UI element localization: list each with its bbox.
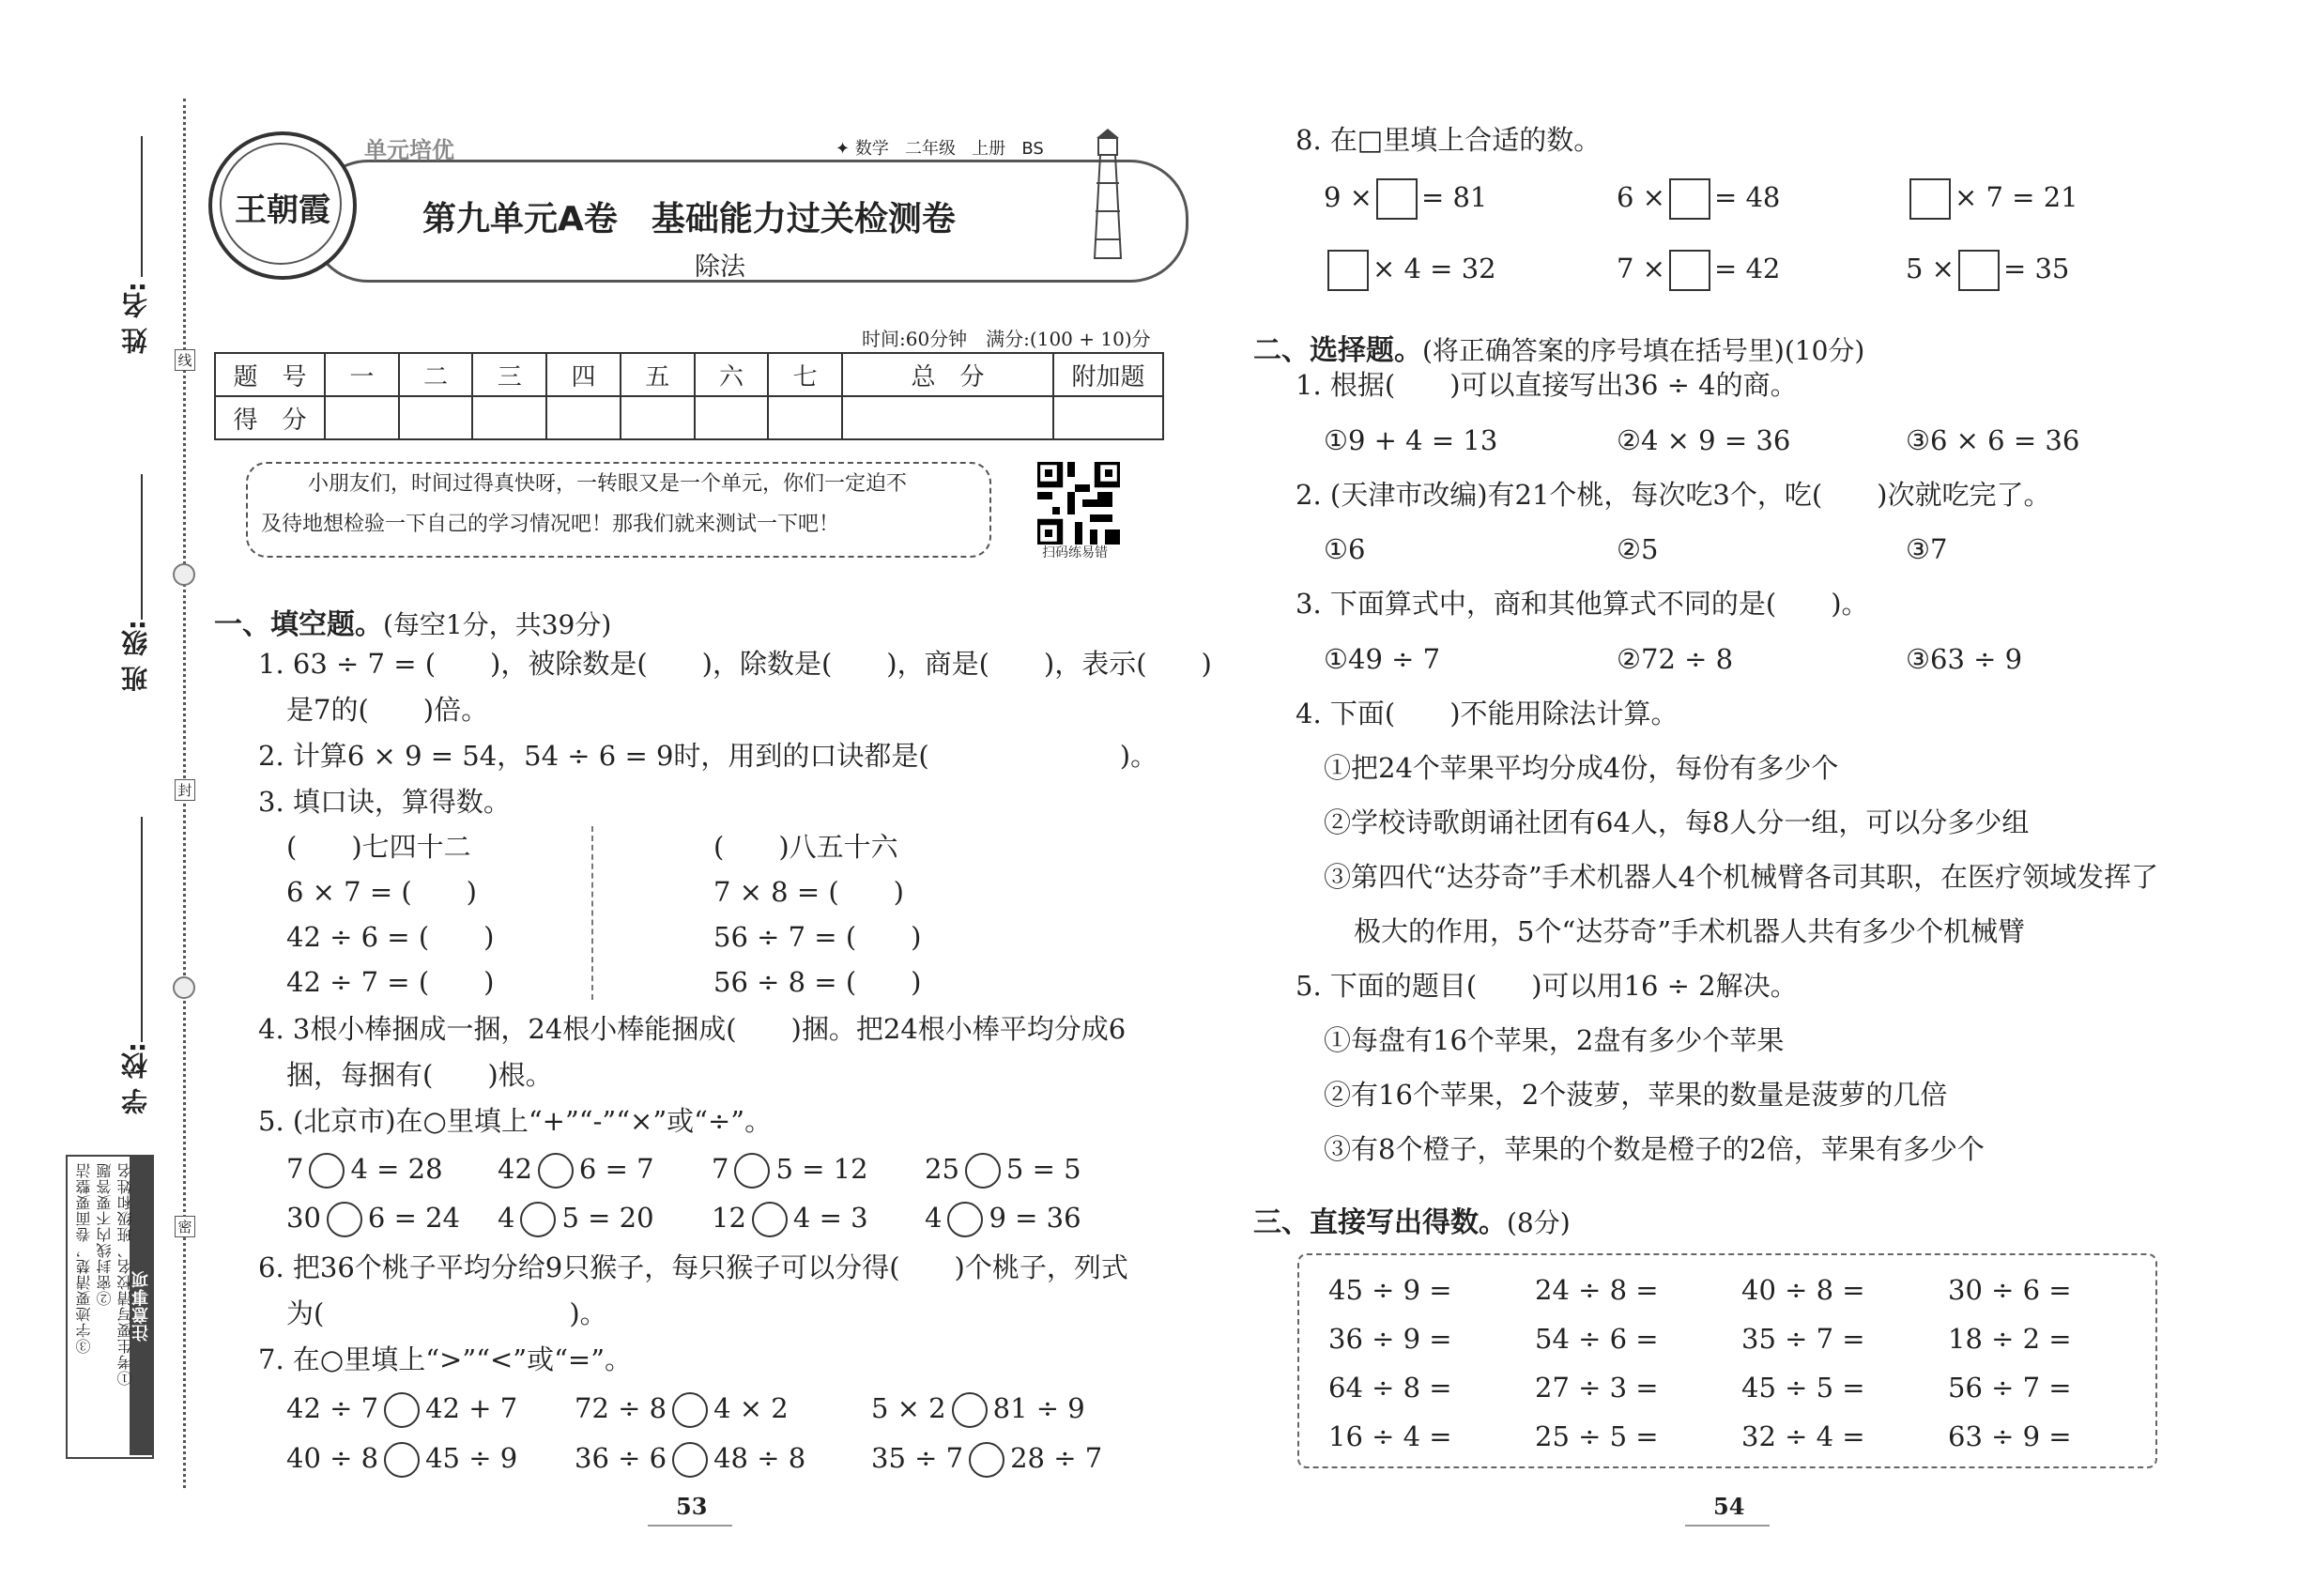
part1-heading: [214, 601, 611, 642]
meta-edition: BS: [1021, 139, 1044, 159]
q3-right-item[interactable]: 56 ÷ 8 = ( ): [713, 966, 922, 998]
score-cell: 得 分: [215, 396, 325, 439]
operator-circle[interactable]: [752, 1202, 788, 1237]
exam-title: 第九单元A卷 基础能力过关检测卷: [422, 200, 956, 238]
answer-box[interactable]: [1669, 250, 1710, 291]
q3-left-item[interactable]: 42 ÷ 7 = ( ): [286, 966, 495, 998]
calc-item[interactable]: 63 ÷ 9 =: [1948, 1420, 2072, 1452]
p2-q3-option: ②72 ÷ 8: [1617, 643, 1734, 675]
qr-code-icon: [1037, 462, 1120, 545]
q5-item: 4 9 = 36: [925, 1202, 1081, 1237]
score-cell: 三: [472, 353, 546, 396]
score-table: [214, 352, 1164, 440]
compare-circle[interactable]: [672, 1442, 708, 1478]
q3-right-item[interactable]: ( )八五十六: [713, 831, 898, 863]
intro-text: 及待地想检验一下自己的学习情况吧！那我们就来测试一下吧！: [261, 513, 840, 536]
q8-item: × 4 = 32: [1324, 250, 1496, 291]
calc-item[interactable]: 16 ÷ 4 =: [1328, 1420, 1452, 1452]
compare-circle[interactable]: [384, 1392, 420, 1428]
operator-circle[interactable]: [327, 1202, 362, 1237]
p2-q5-option: ①每盘有16个苹果，2盘有多少个苹果: [1324, 1024, 1785, 1056]
score-cell: 四: [546, 353, 621, 396]
calc-item[interactable]: 32 ÷ 4 =: [1741, 1420, 1865, 1452]
p2-q2-option: ①6: [1324, 533, 1366, 565]
q5-item: 7 4 = 28: [286, 1153, 443, 1189]
q3-divider: [591, 826, 593, 1000]
compare-circle[interactable]: [952, 1392, 988, 1428]
score-header-row: [215, 353, 1163, 396]
q1-line[interactable]: 1. 63 ÷ 7 = ( )，被除数是( )，除数是( )，商是( )，表示( ): [258, 648, 1212, 680]
time-info: 时间:60分钟 满分:(100 + 10)分: [862, 328, 1151, 350]
header-meta: [836, 135, 1044, 160]
part3-title: 三、直接写出得数。: [1253, 1206, 1507, 1239]
school-underline[interactable]: [141, 817, 143, 1042]
operator-circle[interactable]: [309, 1153, 345, 1189]
meta-volume: 上册: [972, 139, 1006, 159]
operator-circle[interactable]: [734, 1153, 770, 1189]
operator-circle[interactable]: [520, 1202, 556, 1237]
name-underline[interactable]: [141, 136, 143, 277]
page-number-right: 54: [1713, 1493, 1745, 1520]
operator-circle[interactable]: [538, 1153, 574, 1189]
p2-q5-option: ②有16个苹果，2个菠萝，苹果的数量是菠萝的几倍: [1324, 1079, 1948, 1111]
q5-item: 7 5 = 12: [712, 1153, 868, 1189]
q5-item: 30 6 = 24: [286, 1202, 460, 1237]
calc-item[interactable]: 36 ÷ 9 =: [1328, 1323, 1452, 1355]
binding-char-mi: 密: [175, 1216, 195, 1237]
series-label: 单元培优: [364, 137, 454, 163]
score-cell: 二: [399, 353, 473, 396]
q8-item: 6 × = 48: [1617, 178, 1780, 220]
meta-subject: 数学: [854, 139, 889, 159]
q3-left-item[interactable]: 42 ÷ 6 = ( ): [286, 921, 495, 953]
calc-item[interactable]: 45 ÷ 9 =: [1328, 1274, 1452, 1306]
q3-line: 3. 填口诀，算得数。: [258, 786, 511, 818]
q5-item: 4 5 = 20: [498, 1202, 654, 1237]
operator-circle[interactable]: [965, 1153, 1001, 1189]
class-underline[interactable]: [141, 474, 143, 620]
q8-item: 9 × = 81: [1324, 178, 1487, 220]
score-cell: 总 分: [842, 353, 1053, 396]
logo-emblem: [208, 131, 357, 280]
part1-title: 一、填空题。: [214, 608, 383, 641]
p2-q4-option: ③第四代“达芬奇”手术机器人4个机械臂各司其职，在医疗领域发挥了: [1324, 861, 2159, 893]
answer-box[interactable]: [1669, 178, 1710, 220]
score-input[interactable]: [472, 396, 546, 439]
name-label: 姓 名:: [120, 282, 151, 354]
calc-item[interactable]: 35 ÷ 7 =: [1741, 1323, 1865, 1355]
calc-item[interactable]: 56 ÷ 7 =: [1948, 1372, 2072, 1404]
q8-item: × 7 = 21: [1906, 178, 2078, 220]
logo-text: 王朝霞: [235, 192, 330, 229]
compare-circle[interactable]: [384, 1442, 420, 1478]
operator-circle[interactable]: [947, 1202, 983, 1237]
score-cell: 题 号: [215, 353, 325, 396]
p2-q3-option: ③63 ÷ 9: [1906, 643, 2023, 675]
binding-char-xian: 线: [175, 349, 195, 371]
p2-q4-option: ①把24个苹果平均分成4份，每份有多少个: [1324, 752, 1839, 784]
q6-line[interactable]: 为( )。: [286, 1297, 607, 1329]
q7-item: 72 ÷ 8 4 × 2: [575, 1392, 789, 1428]
p2-q1-option: ②4 × 9 = 36: [1617, 424, 1791, 456]
q5-line: 5. (北京市)在○里填上“+”“-”“×”或“÷”。: [258, 1105, 773, 1137]
p2-q2[interactable]: 2. (天津市改编)有21个桃，每次吃3个，吃( )次就吃完了。: [1296, 479, 2051, 511]
score-input[interactable]: [399, 396, 473, 439]
answer-box[interactable]: [1327, 250, 1369, 291]
calc-item[interactable]: 45 ÷ 5 =: [1741, 1372, 1865, 1404]
answer-box[interactable]: [1376, 178, 1418, 220]
q2-line[interactable]: 2. 计算6 × 9 = 54，54 ÷ 6 = 9时，用到的口诀都是( )。: [258, 740, 1158, 772]
part2-title: 二、选择题。: [1253, 334, 1422, 367]
qr-caption: 扫码练易错: [1042, 545, 1108, 560]
school-label: 学 校:: [120, 1042, 151, 1114]
q4-line[interactable]: 4. 3根小棒捆成一捆，24根小棒能捆成( )捆。把24根小棒平均分成6: [258, 1013, 1127, 1045]
sparkle-icon: ✦: [836, 139, 855, 159]
score-input[interactable]: [842, 396, 1053, 439]
p2-q4-option: 极大的作用，5个“达芬奇”手术机器人共有多少个机械臂: [1354, 915, 2026, 947]
calc-item[interactable]: 25 ÷ 5 =: [1535, 1420, 1659, 1452]
answer-box[interactable]: [1958, 250, 2000, 291]
q7-item: 5 × 2 81 ÷ 9: [871, 1392, 1085, 1428]
calc-item[interactable]: 54 ÷ 6 =: [1535, 1323, 1659, 1355]
score-cell: 一: [325, 353, 399, 396]
q3-right-item[interactable]: 7 × 8 = ( ): [713, 876, 905, 908]
q5-item: 25 5 = 5: [925, 1153, 1081, 1189]
q7-item: 40 ÷ 8 45 ÷ 9: [286, 1442, 517, 1478]
notice-item: ③字迹要清楚，卷面要整洁: [75, 1162, 93, 1354]
exam-subtitle: 除法: [695, 253, 745, 282]
q7-item: 42 ÷ 7 42 + 7: [286, 1392, 517, 1428]
p2-q3[interactable]: 3. 下面算式中，商和其他算式不同的是( )。: [1296, 588, 1869, 620]
notice-box: [66, 1155, 154, 1459]
p2-q2-option: ③7: [1906, 533, 1948, 565]
q3-right-item[interactable]: 56 ÷ 7 = ( ): [713, 921, 922, 953]
lighthouse-icon: [1080, 127, 1136, 268]
part1-note: (每空1分，共39分): [383, 609, 612, 640]
page-ornament: [1685, 1525, 1770, 1527]
p2-q5-option: ③有8个橙子，苹果的个数是橙子的2倍，苹果有多少个: [1324, 1133, 1985, 1165]
notice-title: 注意事项: [130, 1157, 152, 1455]
class-label: 班 级:: [120, 620, 151, 692]
part2-heading: [1253, 327, 1864, 368]
calc-item[interactable]: 27 ÷ 3 =: [1535, 1372, 1659, 1404]
p2-q5[interactable]: 5. 下面的题目( )可以用16 ÷ 2解决。: [1296, 970, 1798, 1002]
score-input[interactable]: [621, 396, 695, 439]
q8-item: 5 × = 35: [1906, 250, 2069, 291]
q5-item: 42 6 = 7: [498, 1153, 654, 1189]
score-cell: 六: [695, 353, 769, 396]
p2-q1-option: ③6 × 6 = 36: [1906, 424, 2080, 456]
page-ornament: [648, 1525, 732, 1527]
p2-q4[interactable]: 4. 下面( )不能用除法计算。: [1296, 698, 1679, 729]
part3-heading: [1253, 1199, 1571, 1240]
part3-note: (8分): [1507, 1207, 1571, 1238]
answer-box[interactable]: [1909, 178, 1951, 220]
q6-line[interactable]: 6. 把36个桃子平均分给9只猴子，每只猴子可以分得( )个桃子，列式: [258, 1251, 1128, 1283]
q8-item: 7 × = 42: [1617, 250, 1780, 291]
p2-q4-option: ②学校诗歌朗诵社团有64人，每8人分一组，可以分多少组: [1324, 806, 2030, 838]
q8-line: 8. 在□里填上合适的数。: [1296, 124, 1602, 156]
binding-ring-icon: [173, 976, 195, 999]
score-input[interactable]: [325, 396, 399, 439]
q5-item: 12 4 = 3: [712, 1202, 868, 1237]
calc-item[interactable]: 18 ÷ 2 =: [1948, 1323, 2072, 1355]
compare-circle[interactable]: [672, 1392, 708, 1428]
q3-left-item[interactable]: 6 × 7 = ( ): [286, 876, 478, 908]
intro-text: 小朋友们，时间过得真快呀，一转眼又是一个单元，你们一定迫不: [308, 472, 908, 496]
score-input[interactable]: [1053, 396, 1163, 439]
binding-char-feng: 封: [175, 779, 195, 801]
score-input[interactable]: [695, 396, 769, 439]
q7-item: 35 ÷ 7 28 ÷ 7: [871, 1442, 1102, 1478]
binding-ring-icon: [173, 563, 195, 586]
score-input[interactable]: [768, 396, 842, 439]
q4-line[interactable]: 捆，每捆有( )根。: [286, 1059, 553, 1091]
score-cell: 七: [768, 353, 842, 396]
p2-q2-option: ②5: [1617, 533, 1659, 565]
p2-q3-option: ①49 ÷ 7: [1324, 643, 1441, 675]
calc-item[interactable]: 40 ÷ 8 =: [1741, 1274, 1865, 1306]
calc-item[interactable]: 30 ÷ 6 =: [1948, 1274, 2072, 1306]
p2-q1[interactable]: 1. 根据( )可以直接写出36 ÷ 4的商。: [1296, 369, 1798, 401]
q7-item: 36 ÷ 6 48 ÷ 8: [575, 1442, 805, 1478]
q1-line[interactable]: 是7的( )倍。: [286, 694, 489, 726]
q3-left-item[interactable]: ( )七四十二: [286, 831, 471, 863]
score-input[interactable]: [546, 396, 621, 439]
part2-note: (将正确答案的序号填在括号里)(10分): [1422, 335, 1865, 366]
notice-item: ②密封线内不要答题: [96, 1162, 114, 1306]
page-number-left: 53: [676, 1493, 708, 1520]
calc-item[interactable]: 64 ÷ 8 =: [1328, 1372, 1452, 1404]
score-cell: 五: [621, 353, 695, 396]
meta-grade: 二年级: [904, 139, 956, 159]
p2-q1-option: ①9 + 4 = 13: [1324, 424, 1498, 456]
compare-circle[interactable]: [969, 1442, 1004, 1478]
score-value-row: [215, 396, 1163, 439]
score-cell: 附加题: [1053, 353, 1163, 396]
q7-line: 7. 在○里填上“>”“<”或“=”。: [258, 1343, 633, 1375]
notice-item: ①考生要写清校名、班级和姓名: [116, 1162, 134, 1386]
calc-item[interactable]: 24 ÷ 8 =: [1535, 1274, 1659, 1306]
